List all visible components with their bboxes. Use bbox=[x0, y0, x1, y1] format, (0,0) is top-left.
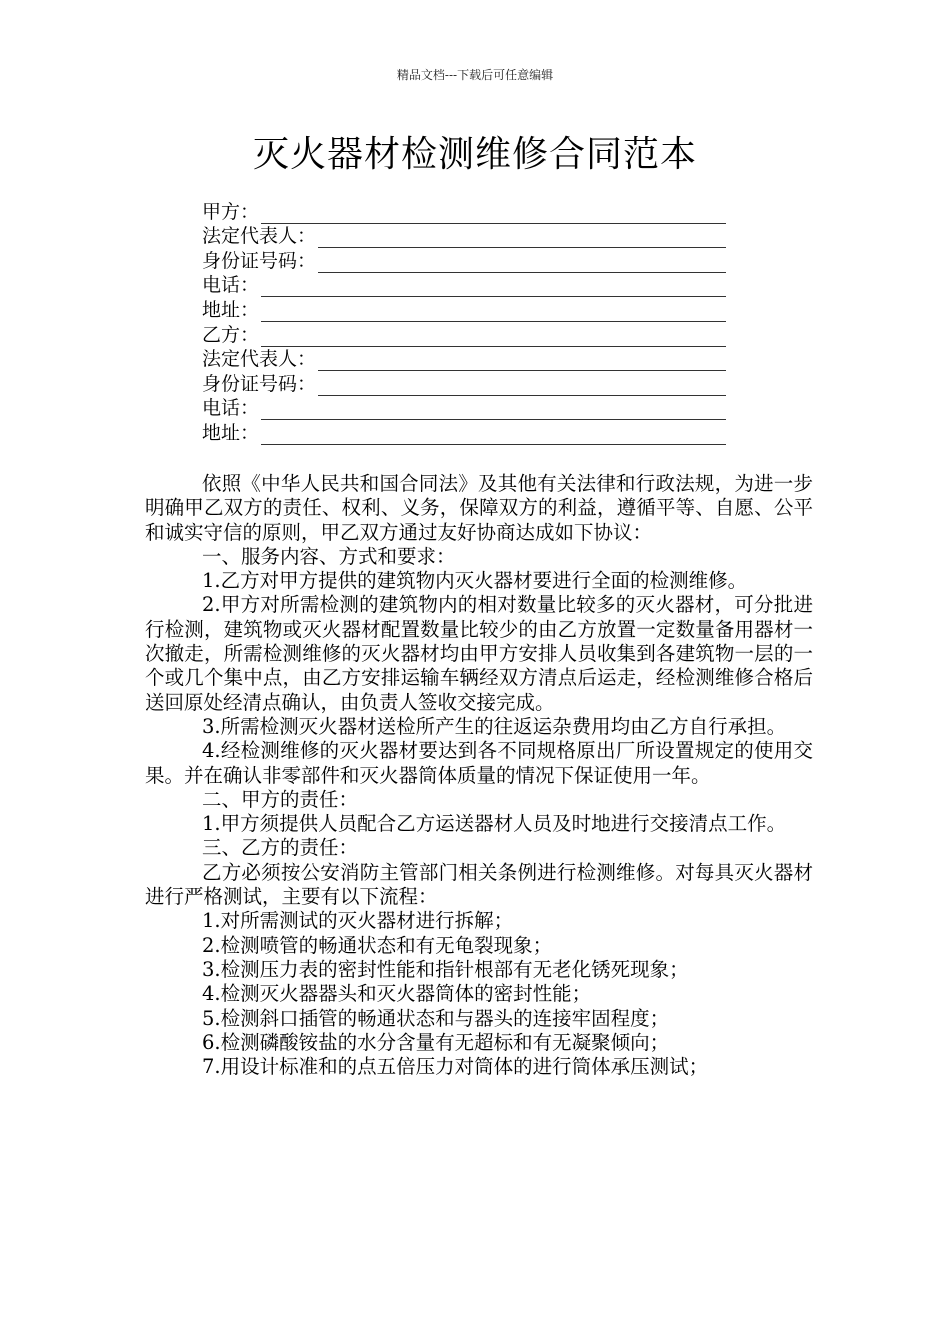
blank-line bbox=[261, 327, 726, 347]
list-item: 4.检测灭火器器头和灭火器筒体的密封性能； bbox=[202, 982, 592, 1006]
section-heading-party-b: 三、乙方的责任： bbox=[202, 836, 359, 860]
list-item: 6.检测磷酸铵盐的水分含量有无超标和有无凝聚倾向； bbox=[202, 1030, 670, 1054]
clause-paragraph: 1.甲方须提供人员配合乙方运送器材人员及时地进行交接清点工作。 bbox=[202, 812, 787, 836]
blank-line bbox=[318, 351, 726, 371]
preamble-paragraph: 依照《中华人民共和国合同法》及其他有关法律和行政法规，为进一步明确甲乙双方的责任、权利、义务，保障双方的利益，遵循平等、自愿、公平和诚实守信的原则，甲乙双方通过友好协商达成如下协议： bbox=[145, 472, 813, 544]
blank-line bbox=[261, 277, 726, 297]
blank-line bbox=[261, 302, 726, 322]
field-party-a-id-number bbox=[202, 248, 726, 273]
field-party-b-legal-rep bbox=[202, 347, 726, 372]
field-party-b-phone bbox=[202, 396, 726, 421]
blank-line bbox=[261, 400, 726, 420]
clause-paragraph: 2.甲方对所需检测的建筑物内的相对数量比较多的灭火器材，可分批进行检测，建筑物或灭火器材配置数量比较少的由乙方放置一定数量备用器材一次撤走，所需检测维修的灭火器材均由甲方安排人员收集到各建筑物一层的一个或几个集中点，由乙方安排运输车辆经双方清点后运走，经检测维修合格后送回原处经清点确认，由负责人签收交接完成。 bbox=[145, 593, 813, 714]
header-note: 精品文档---下载后可任意编辑 bbox=[396, 68, 554, 82]
field-party-a-address bbox=[202, 297, 726, 322]
field-label: 地址： bbox=[202, 421, 260, 444]
clause-paragraph: 4.经检测维修的灭火器材要达到各不同规格原出厂所设置规定的使用交果。并在确认非零部件和灭火器筒体质量的情况下保证使用一年。 bbox=[145, 739, 813, 787]
field-label: 乙方： bbox=[202, 323, 260, 346]
field-party-b bbox=[202, 322, 726, 347]
clause-paragraph: 3.所需检测灭火器材送检所产生的往返运杂费用均由乙方自行承担。 bbox=[202, 714, 787, 738]
document-title: 灭火器材检测维修合同范本 bbox=[252, 134, 697, 175]
list-item: 1.对所需测试的灭火器材进行拆解； bbox=[202, 909, 514, 933]
clause-paragraph: 乙方必须按公安消防主管部门相关条例进行检测维修。对每具灭火器材进行严格测试，主要有以下流程： bbox=[145, 860, 813, 909]
section-heading-service: 一、服务内容、方式和要求： bbox=[202, 544, 456, 568]
blank-line bbox=[318, 228, 726, 248]
list-item: 2.检测喷管的畅通状态和有无龟裂现象； bbox=[202, 933, 553, 957]
party-info-fields bbox=[202, 199, 726, 445]
field-label: 地址： bbox=[202, 298, 260, 321]
field-label: 甲方： bbox=[202, 200, 260, 223]
clause-paragraph: 1.乙方对甲方提供的建筑物内灭火器材要进行全面的检测维修。 bbox=[202, 569, 748, 593]
field-party-b-address bbox=[202, 420, 726, 445]
blank-line bbox=[318, 253, 726, 273]
list-item: 5.检测斜口插管的畅通状态和与器头的连接牢固程度； bbox=[202, 1006, 670, 1030]
blank-line bbox=[318, 376, 726, 396]
field-label: 电话： bbox=[202, 274, 260, 297]
field-label: 法定代表人： bbox=[202, 348, 317, 371]
field-label: 法定代表人： bbox=[202, 225, 317, 248]
field-label: 身份证号码： bbox=[202, 249, 317, 272]
field-label: 身份证号码： bbox=[202, 372, 317, 395]
field-party-a-legal-rep bbox=[202, 224, 726, 249]
field-party-a bbox=[202, 199, 726, 224]
section-heading-party-a: 二、甲方的责任： bbox=[202, 787, 359, 811]
list-item: 3.检测压力表的密封性能和指针根部有无老化锈死现象； bbox=[202, 957, 689, 981]
field-label: 电话： bbox=[202, 397, 260, 420]
list-item: 7.用设计标准和的点五倍压力对筒体的进行筒体承压测试； bbox=[202, 1055, 709, 1079]
contract-body bbox=[145, 472, 813, 1079]
blank-line bbox=[261, 204, 726, 224]
field-party-a-phone bbox=[202, 273, 726, 298]
field-party-b-id-number bbox=[202, 371, 726, 396]
blank-line bbox=[261, 425, 726, 445]
